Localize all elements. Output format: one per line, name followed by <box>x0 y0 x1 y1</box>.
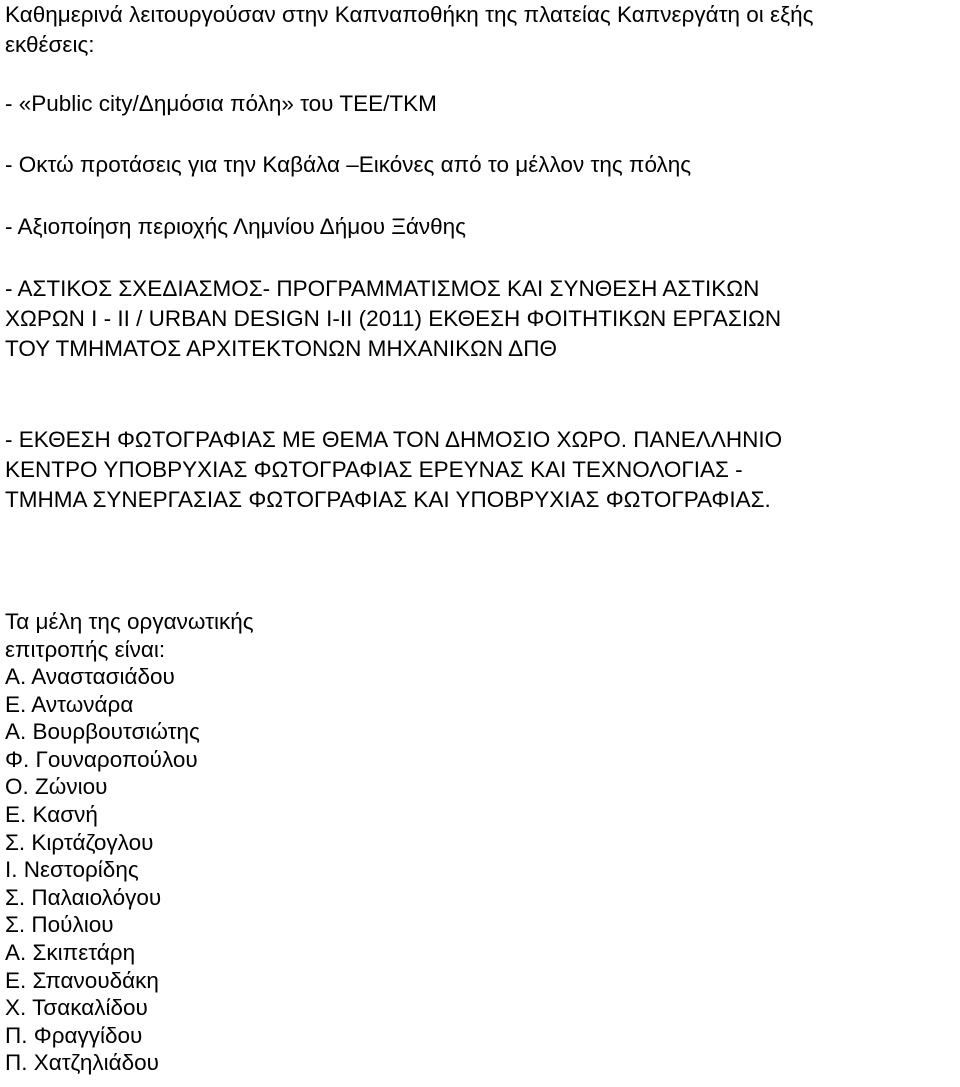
committee-member: Α. Σκιπετάρη <box>5 939 136 965</box>
exhibition-item <box>5 212 466 242</box>
exhibition-item <box>5 425 782 515</box>
exhibition-line: - ΕΚΘΕΣΗ ΦΩΤΟΓΡΑΦΙΑΣ ΜΕ ΘΕΜΑ ΤΟΝ ΔΗΜΟΣΙΟ ΧΩΡΟ. ΠΑΝΕΛΛΗΝΙΟ <box>5 427 783 452</box>
exhibition-line: ΚΕΝΤΡΟ ΥΠΟΒΡΥΧΙΑΣ ΦΩΤΟΓΡΑΦΙΑΣ ΕΡΕΥΝΑΣ ΚΑΙ ΤΕΧΝΟΛΟΓΙΑΣ - <box>5 457 743 482</box>
exhibition-line: - «Public city/Δημόσια πόλη» του ΤΕΕ/ΤΚΜ <box>5 91 437 116</box>
committee-member: Ι. Νεστορίδης <box>5 857 139 883</box>
committee-member: Ε. Αντωνάρα <box>5 691 134 717</box>
committee-member: Ο. Ζώνιου <box>5 774 108 800</box>
committee-member: Σ. Πούλιου <box>5 912 114 938</box>
committee-member: Α. Αναστασιάδου <box>5 664 175 689</box>
intro-line: Καθημερινά λειτουργούσαν στην Καπναποθήκη της πλατείας Καπνεργάτη οι εξής <box>5 2 814 27</box>
committee-member: Φ. Γουναροπούλου <box>5 746 198 772</box>
committee-member: Ε. Σπανουδάκη <box>5 967 159 993</box>
exhibition-item <box>5 89 437 119</box>
exhibition-line: ΤΟΥ ΤΜΗΜΑΤΟΣ ΑΡΧΙΤΕΚΤΟΝΩΝ ΜΗΧΑΝΙΚΩΝ ΔΠΘ <box>5 336 557 361</box>
committee-heading <box>5 607 254 663</box>
committee-member-list <box>5 663 200 1077</box>
committee-heading-line: επιτροπής είναι: <box>5 637 166 662</box>
intro-line: εκθέσεις: <box>5 32 95 57</box>
committee-member: Ε. Κασνή <box>5 801 98 827</box>
committee-member: Χ. Τσακαλίδου <box>5 995 148 1021</box>
committee-heading-line: Τα μέλη της οργανωτικής <box>5 609 254 634</box>
committee-member: Σ. Κιρτάζογλου <box>5 829 154 855</box>
committee-member: Σ. Παλαιολόγου <box>5 884 162 910</box>
committee-member: Π. Χατζηλιάδου <box>5 1050 159 1076</box>
committee-member: Α. Βουρβουτσιώτης <box>5 719 200 745</box>
committee-member: Π. Φραγγίδου <box>5 1022 143 1048</box>
exhibition-line: ΤΜΗΜΑ ΣΥΝΕΡΓΑΣΙΑΣ ΦΩΤΟΓΡΑΦΙΑΣ ΚΑΙ ΥΠΟΒΡΥΧΙΑΣ ΦΩΤΟΓΡΑΦΙΑΣ. <box>5 487 771 512</box>
exhibition-line: - Οκτώ προτάσεις για την Καβάλα –Εικόνες από το μέλλον της πόλης <box>5 152 692 177</box>
exhibition-item <box>5 274 781 364</box>
exhibition-line: ΧΩΡΩΝ Ι - ΙΙ / URBAN DESIGN I-II (2011) ΕΚΘΕΣΗ ΦΟΙΤΗΤΙΚΩΝ ΕΡΓΑΣΙΩΝ <box>5 306 782 331</box>
exhibition-item <box>5 150 691 180</box>
exhibition-line: - Αξιοποίηση περιοχής Λημνίου Δήμου Ξάνθης <box>5 214 467 239</box>
exhibition-line: - ΑΣΤΙΚΟΣ ΣΧΕΔΙΑΣΜΟΣ- ΠΡΟΓΡΑΜΜΑΤΙΣΜΟΣ ΚΑΙ ΣΥΝΘΕΣΗ ΑΣΤΙΚΩΝ <box>5 276 760 301</box>
intro-paragraph <box>5 0 814 60</box>
